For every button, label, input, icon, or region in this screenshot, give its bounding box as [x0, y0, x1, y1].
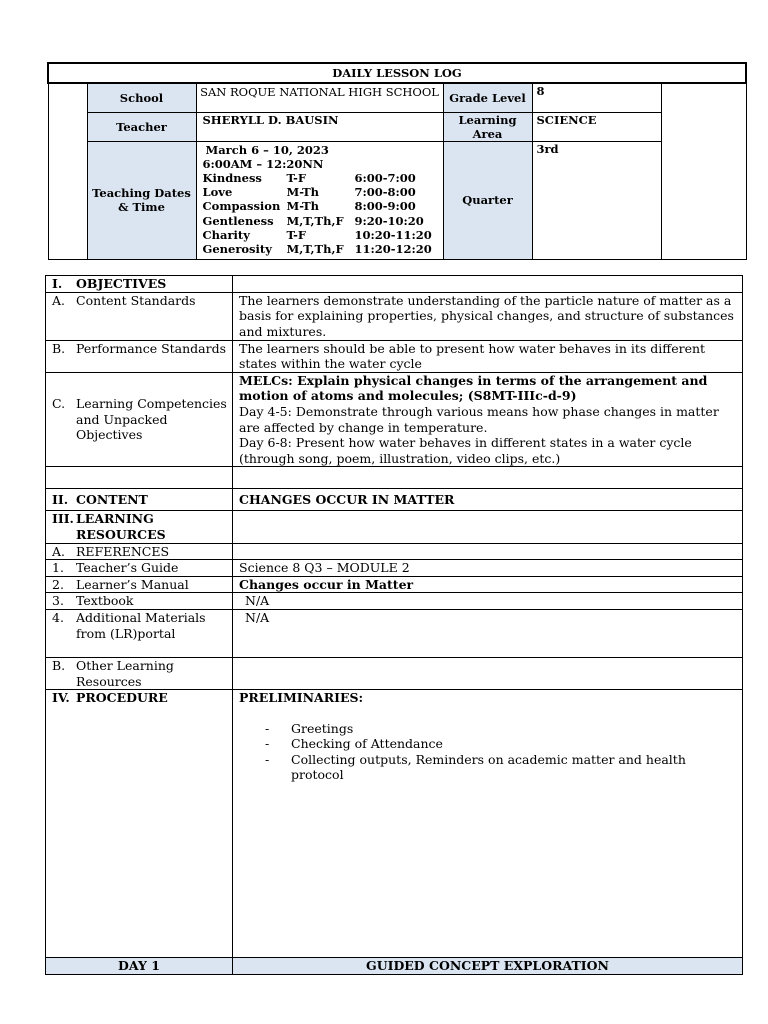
content-standards-text: The learners demonstrate understanding of the particle nature of matter as a basis for explaining properties, physical changes, and structure of substances and mixtures.: [233, 292, 743, 340]
section-time: 7:00-8:00: [354, 185, 416, 200]
section-heading: LEARNING RESOURCES: [76, 511, 166, 542]
learners-manual-label: [46, 576, 233, 593]
header-spacer-right: [661, 83, 746, 259]
references-label: [46, 543, 233, 560]
objectives-blank: [233, 276, 743, 293]
school-label: School: [87, 83, 196, 112]
section-time: 10:20-11:20: [354, 227, 432, 242]
list-item: - Collecting outputs, Reminders on academic matter and health protocol: [265, 752, 736, 783]
learners-manual-value: Changes occur in Matter: [233, 576, 743, 593]
section-days: T-F: [286, 170, 307, 185]
melc-text: MELCs: Explain physical changes in terms of the arrangement and motion of atoms and molecules; (S8MT-IIIc-d-9): [239, 372, 708, 404]
item-label: Teacher’s Guide: [76, 560, 179, 576]
grade-label: Grade Level: [443, 83, 532, 112]
item-key: 1.: [52, 560, 64, 576]
dates-line2: 6:00AM – 12:20NN: [202, 156, 324, 171]
teachers-guide-value: Science 8 Q3 – MODULE 2: [233, 560, 743, 577]
schedule-row: [203, 228, 443, 242]
section-days: T-F: [286, 227, 307, 242]
item-key: 2.: [52, 576, 64, 592]
content-heading: [46, 489, 233, 511]
dates-line1: March 6 – 10, 2023: [205, 142, 329, 157]
competencies-text: [233, 372, 743, 467]
area-label: Learning Area: [443, 112, 532, 141]
list-item: - Checking of Attendance: [265, 736, 736, 752]
day45-text: Day 4-5: Demonstrate through various means how phase changes in matter are affected by change in temperature.: [239, 403, 719, 435]
day68-text: Day 6-8: Present how water behaves in different states in a water cycle (through song, poem, illustration, video clips, etc.): [239, 435, 692, 466]
area-value: SCIENCE: [532, 112, 661, 141]
item-label: Performance Standards: [76, 340, 227, 356]
additional-materials-value: N/A: [233, 609, 743, 657]
item-label: Content Standards: [76, 292, 196, 308]
section-time: 11:20-12:20: [354, 241, 432, 256]
section-days: M-Th: [286, 185, 320, 200]
section-name: Love: [202, 185, 233, 200]
section-time: 9:20-10:20: [354, 213, 424, 228]
content-standards-label: [46, 292, 233, 340]
section-name: Compassion: [202, 199, 281, 214]
item-key: B.: [52, 657, 66, 673]
dates-label: Teaching Dates & Time: [87, 141, 196, 259]
item-label: Textbook: [76, 593, 134, 609]
procedure-heading: [46, 690, 233, 958]
quarter-value: 3rd: [532, 141, 661, 259]
page-title: DAILY LESSON LOG: [48, 63, 746, 83]
section-time: 8:00-9:00: [354, 199, 416, 214]
quarter-label: Quarter: [443, 141, 532, 259]
list-item: - Greetings: [265, 721, 736, 737]
item-label: Additional Materials from (LR)portal: [76, 609, 206, 641]
objectives-heading: [46, 276, 233, 293]
item-key: 4.: [52, 609, 64, 625]
header-spacer-left: [48, 83, 87, 259]
item-key: A.: [52, 543, 66, 559]
schedule-row: [203, 199, 443, 213]
day-label: DAY 1: [46, 958, 233, 975]
schedule-row: [203, 185, 443, 199]
section-number: II.: [52, 492, 69, 508]
grade-value: 8: [532, 83, 661, 112]
section-number: III.: [52, 511, 74, 527]
section-number: IV.: [52, 690, 70, 706]
item-key: A.: [52, 292, 66, 308]
dates-schedule: [196, 141, 443, 259]
other-resources-label: [46, 657, 233, 689]
item-key: 3.: [52, 593, 64, 609]
additional-materials-label: [46, 609, 233, 657]
spacer-left: [46, 467, 233, 489]
item-key: B.: [52, 340, 66, 356]
schedule-row: [203, 242, 443, 256]
item-key: C.: [52, 396, 66, 412]
section-heading: OBJECTIVES: [76, 276, 167, 291]
item-label: Learner’s Manual: [76, 576, 189, 592]
teacher-label: Teacher: [87, 112, 196, 141]
item-label: REFERENCES: [76, 543, 170, 559]
resources-heading: [46, 511, 233, 543]
textbook-value: N/A: [233, 593, 743, 610]
section-time: 6:00-7:00: [354, 170, 416, 185]
procedure-content: [233, 690, 743, 958]
section-days: M,T,Th,F: [286, 213, 344, 228]
preliminaries-list: [239, 721, 736, 783]
teacher-value: SHERYLL D. BAUSIN: [196, 112, 443, 141]
school-value: SAN ROQUE NATIONAL HIGH SCHOOL: [196, 83, 443, 112]
schedule-row: [203, 214, 443, 228]
lesson-body-table: [45, 275, 743, 975]
textbook-label: [46, 593, 233, 610]
section-name: Kindness: [202, 170, 262, 185]
day-title: GUIDED CONCEPT EXPLORATION: [233, 958, 743, 975]
section-heading: PROCEDURE: [76, 690, 168, 706]
other-resources-blank: [233, 657, 743, 689]
section-days: M,T,Th,F: [286, 241, 344, 256]
competencies-label: [46, 372, 233, 467]
performance-standards-label: [46, 340, 233, 372]
section-heading: CONTENT: [76, 492, 148, 508]
section-name: Charity: [202, 227, 250, 242]
item-label: Other Learning Resources: [76, 657, 174, 689]
references-blank: [233, 543, 743, 560]
content-value: CHANGES OCCUR IN MATTER: [233, 489, 743, 511]
teachers-guide-label: [46, 560, 233, 577]
schedule-row: [203, 171, 443, 185]
preliminaries-heading: PRELIMINARIES:: [239, 690, 364, 706]
resources-blank: [233, 511, 743, 543]
section-name: Gentleness: [202, 213, 274, 228]
section-days: M-Th: [286, 199, 320, 214]
spacer-right: [233, 467, 743, 489]
section-number: I.: [52, 276, 63, 291]
performance-standards-text: The learners should be able to present how water behaves in its different states within the water cycle: [233, 340, 743, 372]
lesson-header-table: [47, 62, 747, 260]
section-name: Generosity: [202, 241, 272, 256]
item-label: Learning Competencies and Unpacked Objectives: [76, 396, 227, 443]
